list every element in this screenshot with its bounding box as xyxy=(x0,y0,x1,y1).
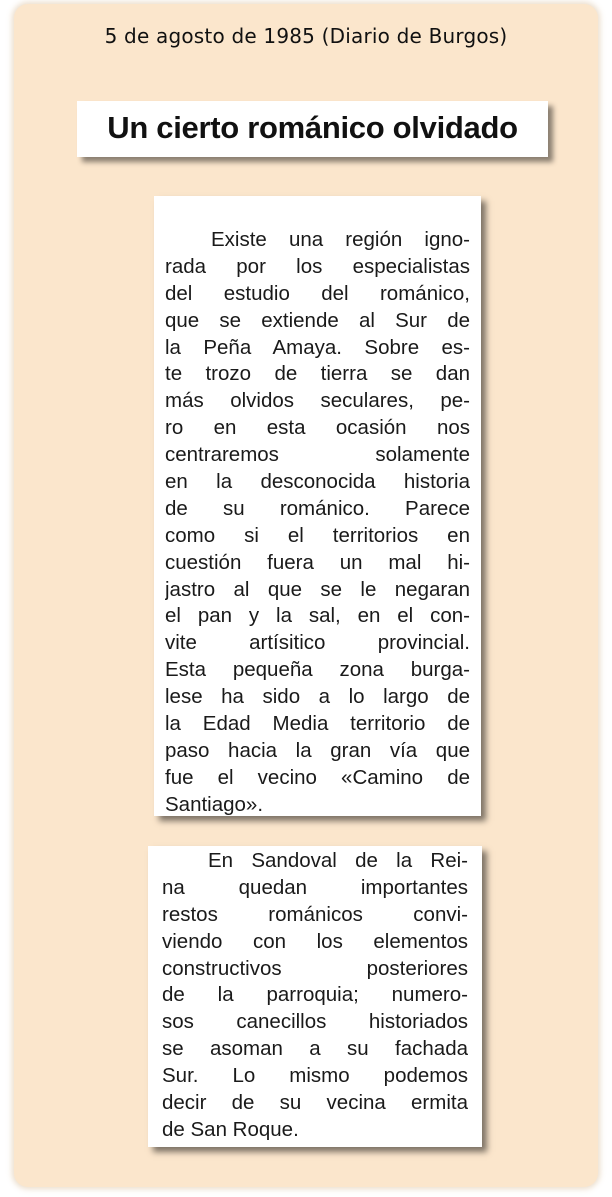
text-line: como si el territorios en xyxy=(165,523,470,547)
text-line: Sur. Lo mismo podemos xyxy=(162,1064,468,1088)
text-line: te trozo de tierra se dan xyxy=(165,362,470,386)
text-line: paso hacia la gran vía que xyxy=(165,738,470,762)
text-line: ro en esta ocasión nos xyxy=(165,416,470,440)
text-line: decir de su vecina ermita xyxy=(162,1091,468,1115)
article-clipping-2 xyxy=(148,846,482,1147)
text-line: fue el vecino «Camino de xyxy=(165,765,470,789)
text-line: la Edad Media territorio de xyxy=(165,712,470,736)
text-line: en la desconocida historia xyxy=(165,470,470,494)
headline: Un cierto románico olvidado xyxy=(107,110,518,145)
text-line: el pan y la sal, en el con- xyxy=(165,604,470,628)
text-line: sos canecillos historiados xyxy=(162,1010,468,1034)
article-column-1 xyxy=(165,227,470,819)
text-line: restos románicos convi- xyxy=(162,902,468,926)
article-clipping-1 xyxy=(154,196,481,816)
text-line: de la parroquia; numero- xyxy=(162,983,468,1007)
text-line: Existe una región igno- xyxy=(211,228,470,251)
text-line: Esta pequeña zona burga- xyxy=(165,658,470,682)
text-line: de San Roque. xyxy=(162,1117,299,1141)
text-line: En Sandoval de la Rei- xyxy=(208,849,468,872)
headline-clipping xyxy=(77,101,548,157)
text-line: rada por los especialistas xyxy=(165,254,470,278)
text-line: más olvidos seculares, pe- xyxy=(165,389,470,413)
text-line: lese ha sido a lo largo de xyxy=(165,685,470,709)
text-line: vite artísitico provincial. xyxy=(165,631,470,655)
text-line: cuestión fuera un mal hi- xyxy=(165,550,470,574)
text-line: centraremos solamente xyxy=(165,443,470,467)
text-line: la Peña Amaya. Sobre es- xyxy=(165,335,470,359)
text-line: de su románico. Parece xyxy=(165,496,470,520)
text-line: Santiago». xyxy=(165,792,264,816)
dateline: 5 de agosto de 1985 (Diario de Burgos) xyxy=(104,24,508,48)
text-line: se asoman a su fachada xyxy=(162,1037,468,1061)
text-line: jastro al que se le negaran xyxy=(165,577,470,601)
text-line: constructivos posteriores xyxy=(162,956,468,980)
text-line: del estudio del románico, xyxy=(165,281,470,305)
text-line: que se extiende al Sur de xyxy=(165,308,470,332)
text-line: na quedan importantes xyxy=(162,875,468,899)
article-column-2 xyxy=(162,848,468,1144)
text-line: viendo con los elementos xyxy=(162,929,468,953)
